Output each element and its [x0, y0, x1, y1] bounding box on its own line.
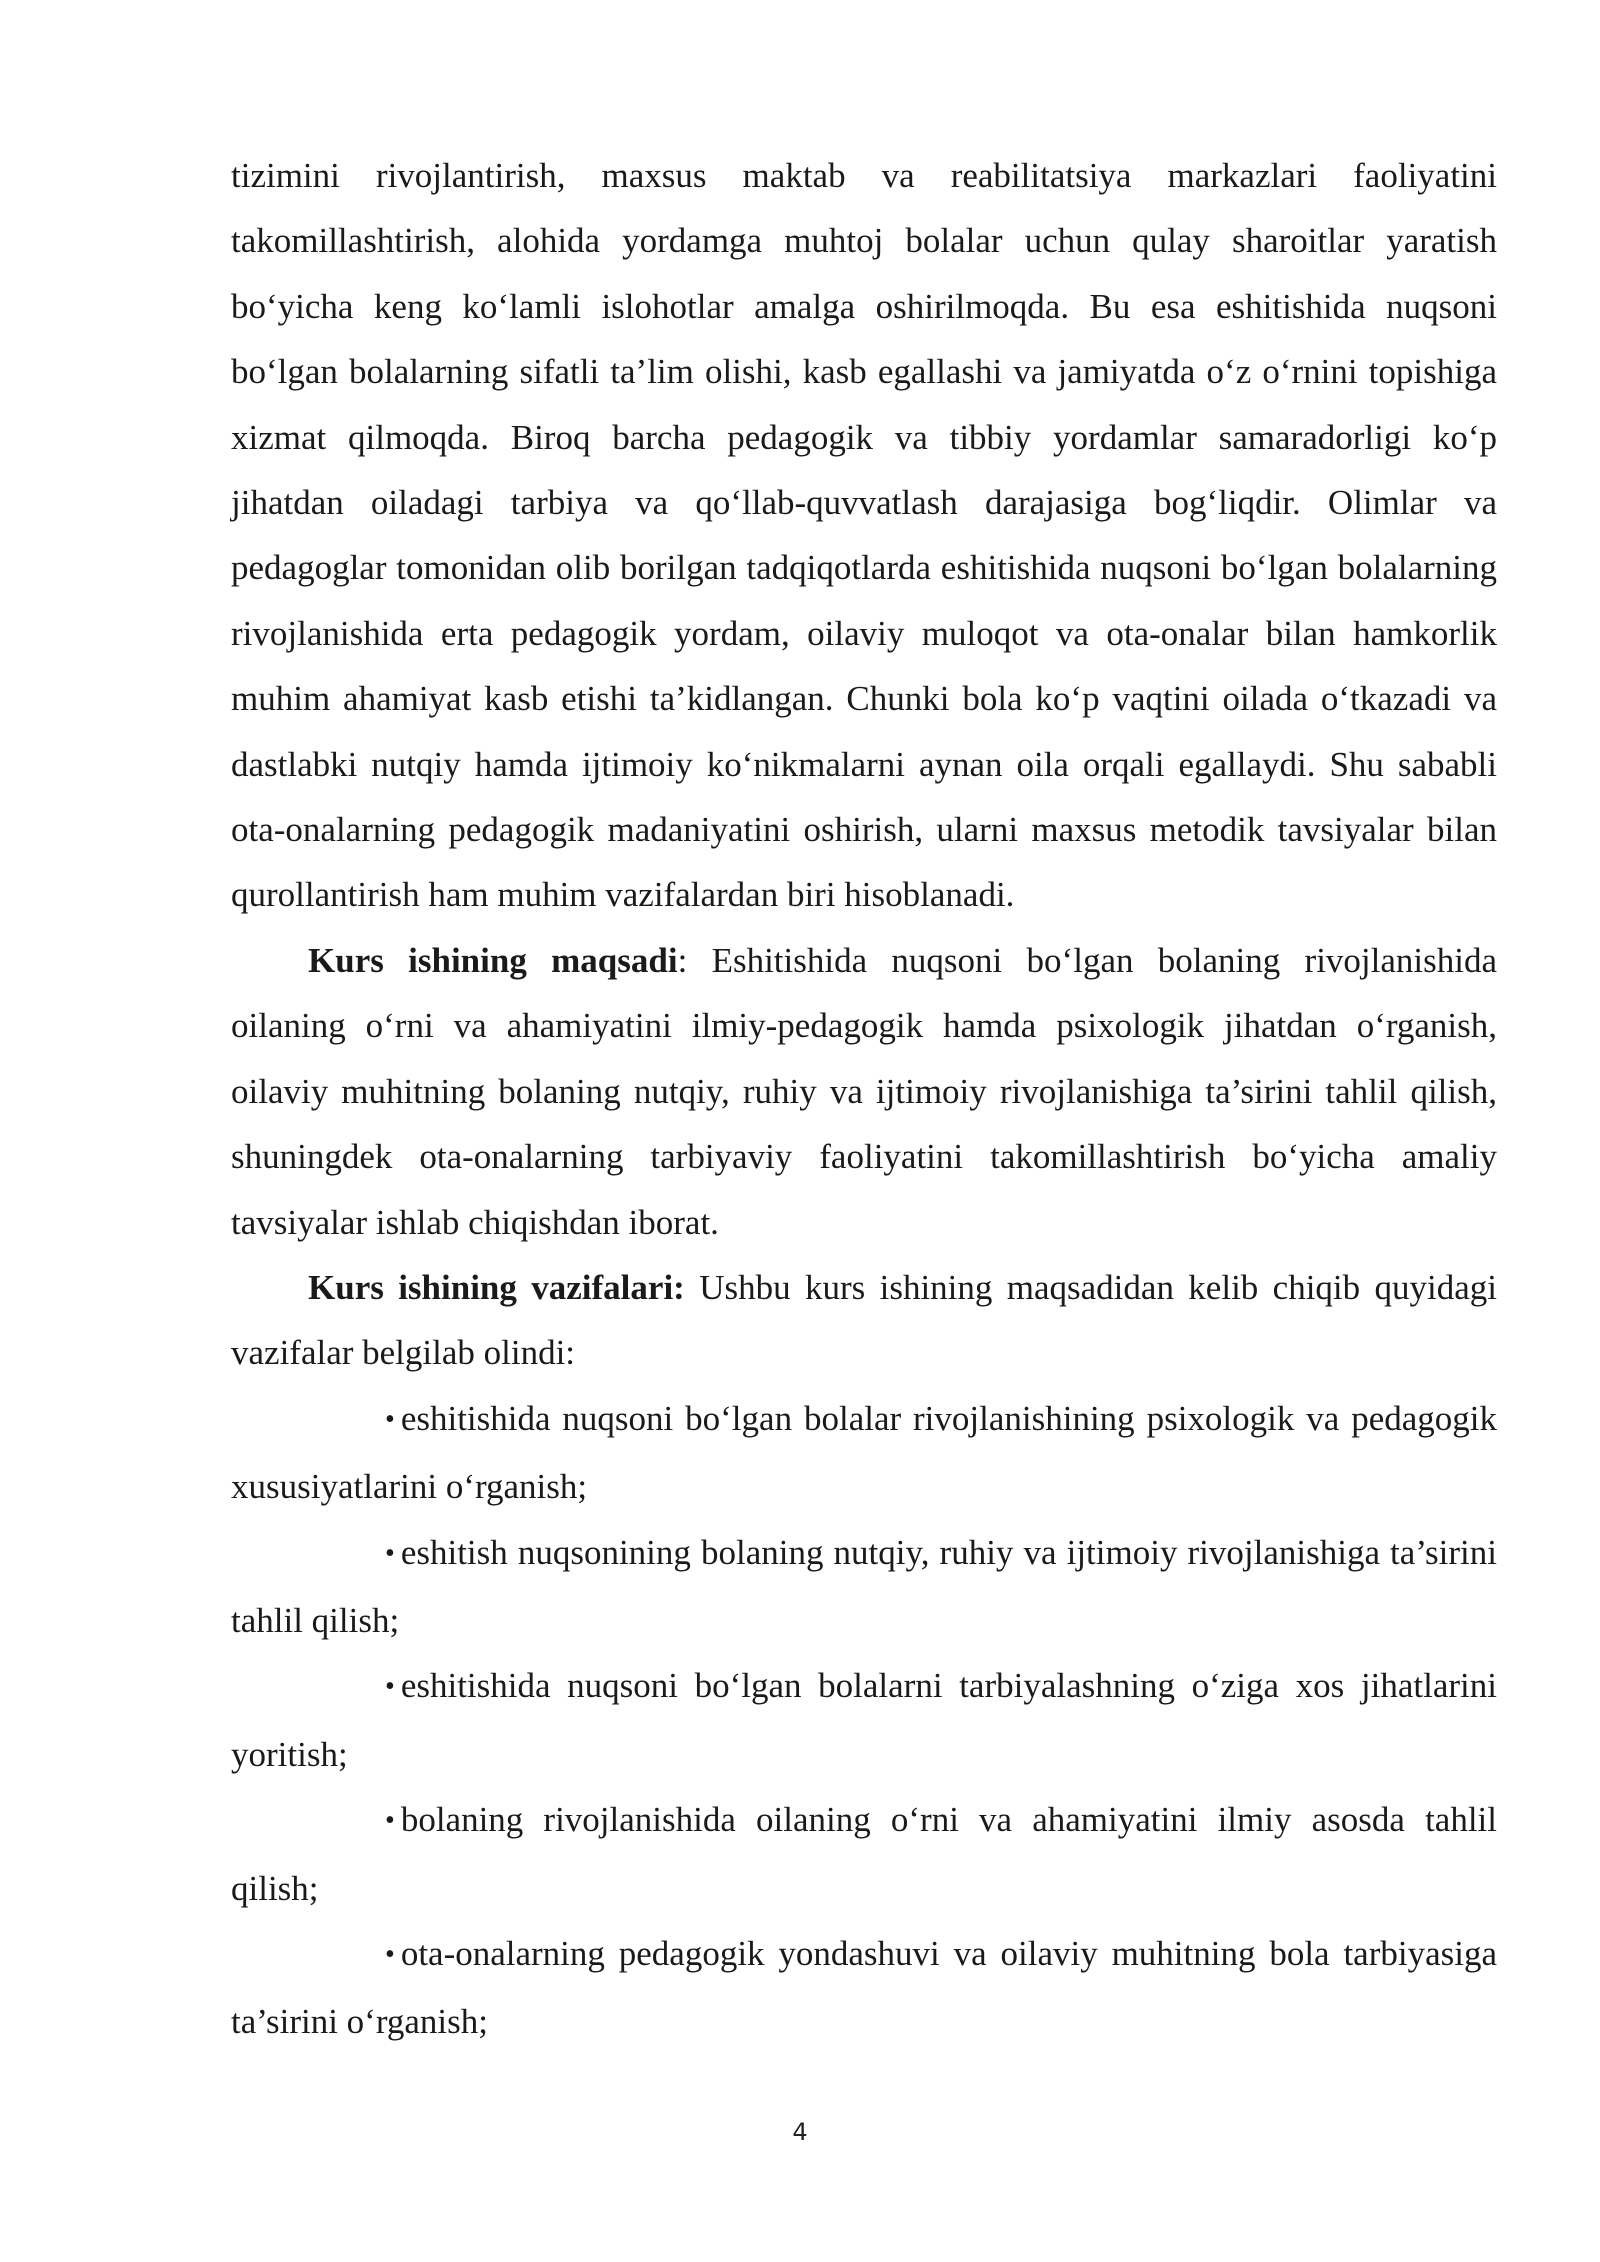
- purpose-text: : Eshitishida nuqsoni bo‘lgan bolaning rivojlanishida oilaning o‘rni va ahamiyatini ilmiy-pedagogik hamda psixologik jihatdan o‘rganish, oilaviy muhitning bolaning nutqiy, ruhiy va ijtimoiy rivojlanishiga ta’sirini tahlil qilish, shuningdek ota-onalarning tarbiyaviy faoliyatini takomillashtirish bo‘yicha amaliy tavsiyalar ishlab chiqishdan iborat.: [231, 940, 1498, 1242]
- task-list-item: [231, 1787, 1497, 1921]
- bullet-icon: •: [385, 1403, 395, 1435]
- bullet-icon: •: [385, 1537, 395, 1569]
- tasks-text: Ushbu kurs ishining maqsadidan kelib chiqib quyidagi vazifalar belgilab olindi:: [231, 1267, 1497, 1373]
- task-item-text: eshitishida nuqsoni bo‘lgan bolalar rivojlanishining psixologik va pedagogik xususiyatlarini o‘rganish;: [231, 1398, 1497, 1507]
- intro-paragraph: tizimini rivojlantirish, maxsus maktab va reabilitatsiya markazlari faoliyatini takomillashtirish, alohida yordamga muhtoj bolalar uchun qulay sharoitlar yaratish bo‘yicha keng ko‘lamli islohotlar amalga oshirilmoqda. Bu esa eshitishida nuqsoni bo‘lgan bolalarning sifatli ta’lim olishi, kasb egallashi va jamiyatda o‘z o‘rnini topishiga xizmat qilmoqda. Biroq barcha pedagogik va tibbiy yordamlar samaradorligi ko‘p jihatdan oiladagi tarbiya va qo‘llab-quvvatlash darajasiga bog‘liqdir. Olimlar va pedagoglar tomonidan olib borilgan tadqiqotlarda eshitishida nuqsoni bo‘lgan bolalarning rivojlanishida erta pedagogik yordam, oilaviy muloqot va ota-onalar bilan hamkorlik muhim ahamiyat kasb etishi ta’kidlangan. Chunki bola ko‘p vaqtini oilada o‘tkazadi va dastlabki nutqiy hamda ijtimoiy ko‘nikmalarni aynan oila orqali egallaydi. Shu sababli ota-onalarning pedagogik madaniyatini oshirish, ularni maxsus metodik tavsiyalar bilan qurollantirish ham muhim vazifalardan biri hisoblanadi.: [231, 156, 1497, 915]
- task-list-item: [231, 1921, 1497, 2055]
- tasks-label: Kurs ishining vazifalari:: [308, 1267, 685, 1307]
- task-list-item: [231, 1520, 1497, 1654]
- page-number: 4: [792, 2118, 808, 2146]
- task-item-text: eshitishida nuqsoni bo‘lgan bolalarni tarbiyalashning o‘ziga xos jihatlarini yoritish;: [231, 1666, 1497, 1774]
- purpose-paragraph: [231, 928, 1497, 1255]
- bullet-icon: •: [385, 1805, 395, 1837]
- bullet-icon: •: [385, 1938, 395, 1970]
- purpose-label: Kurs ishining maqsadi: [308, 940, 678, 980]
- task-list-item: [231, 1386, 1497, 1520]
- task-item-text: ota-onalarning pedagogik yondashuvi va oilaviy muhitning bola tarbiyasiga ta’sirini o‘rganish;: [231, 1933, 1497, 2042]
- task-item-text: eshitish nuqsonining bolaning nutqiy, ruhiy va ijtimoiy rivojlanishiga ta’sirini tahlil qilish;: [231, 1532, 1497, 1640]
- task-list-item: [231, 1653, 1497, 1787]
- tasks-paragraph: [231, 1255, 1497, 1386]
- task-item-text: bolaning rivojlanishida oilaning o‘rni va ahamiyatini ilmiy asosda tahlil qilish;: [231, 1800, 1497, 1908]
- bullet-icon: •: [385, 1671, 395, 1703]
- document-page: [231, 143, 1497, 2055]
